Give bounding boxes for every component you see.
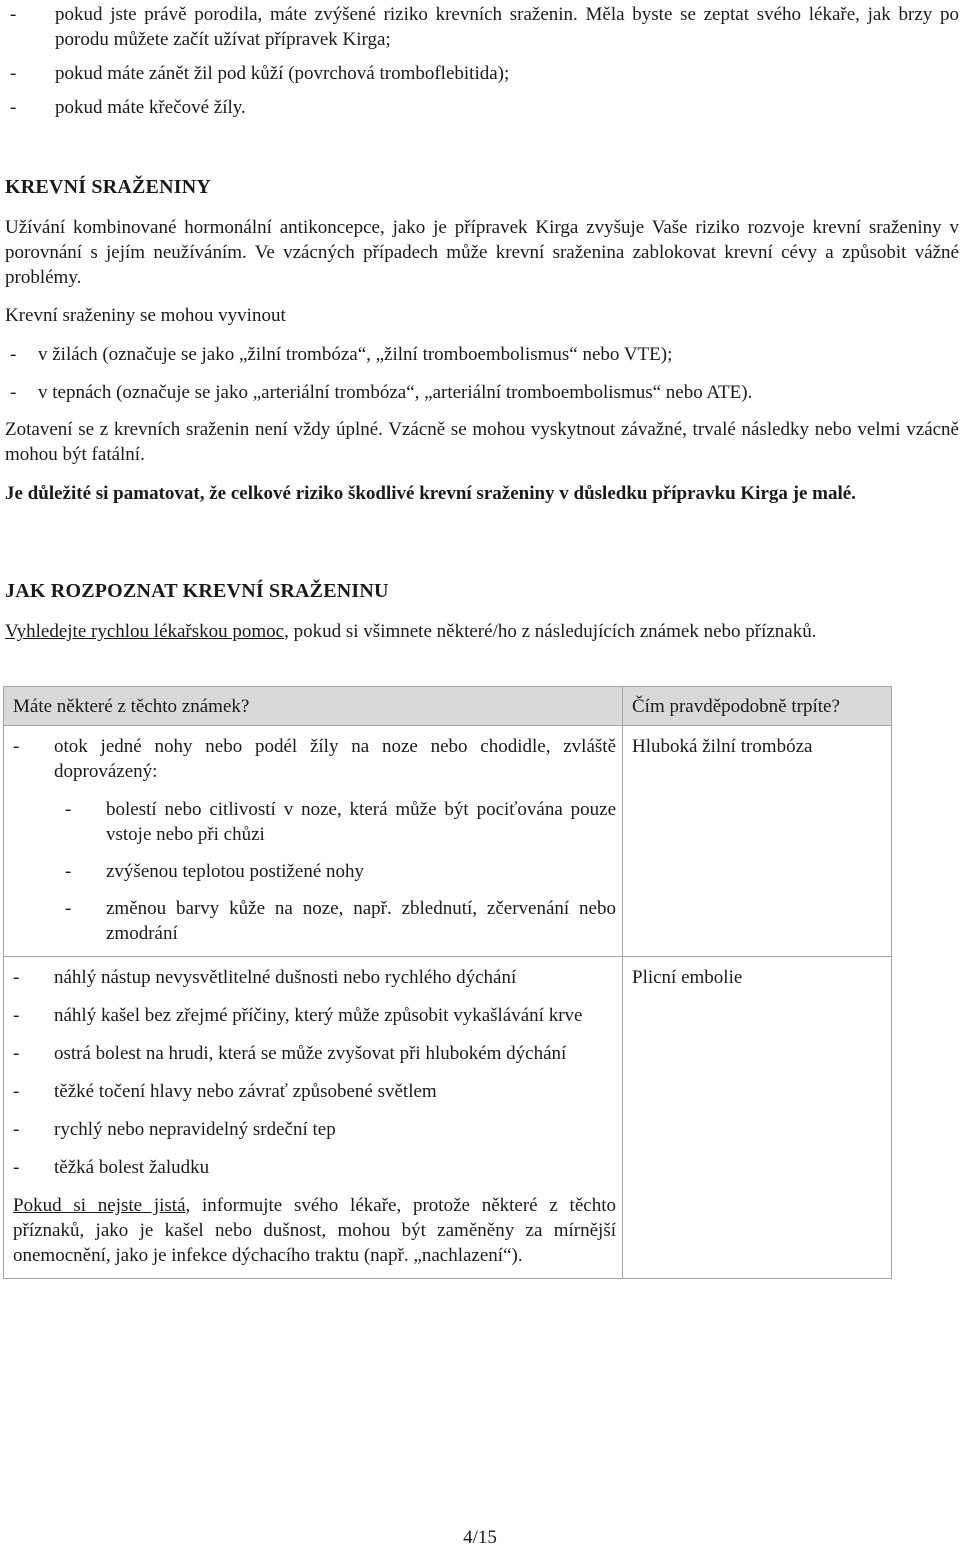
table-cell-diagnosis: Plicní embolie <box>623 957 892 1279</box>
table-row <box>4 957 892 1279</box>
paragraph-clots-develop: Krevní sraženiny se mohou vyvinout <box>5 305 286 326</box>
table-cell-signs <box>4 726 623 957</box>
symptom-item: - otok jedné nohy nebo podél žíly na noze nebo chodidle, zvláště doprovázený: <box>13 736 616 782</box>
table-cell-diagnosis: Hluboká žilní trombóza <box>623 726 892 957</box>
page-number: 4/15 <box>463 1527 497 1548</box>
symptom-item: - ostrá bolest na hrudi, která se může zvyšovat při hlubokém dýchání <box>13 1043 567 1064</box>
symptoms-table <box>3 686 892 1279</box>
paragraph-intro: Užívání kombinované hormonální antikoncepce, jako je přípravek Kirga zvyšuje Vaše riziko rozvoje krevní sraženiny v porovnání s jejím neužíváním. Ve vzácných případech může krevní sraženina zablokovat krevní cévy a způsobit vážné problémy. <box>5 217 959 288</box>
symptom-item: - těžká bolest žaludku <box>13 1157 210 1178</box>
list-item: - pokud jste právě porodila, máte zvýšené riziko krevních sraženin. Měla byste se zeptat svého lékaře, jak brzy po porodu můžete začít užívat přípravek Kirga; <box>10 4 959 50</box>
top-risk-list <box>5 2 959 120</box>
clot-types-list <box>5 342 959 405</box>
symptom-item: - náhlý kašel bez zřejmé příčiny, který může způsobit vykašlávání krve <box>13 1005 583 1026</box>
symptom-item: - rychlý nebo nepravidelný srdeční tep <box>13 1119 336 1140</box>
symptom-subitem: - zvýšenou teplotou postižené nohy <box>65 861 365 882</box>
list-item: - pokud máte křečové žíly. <box>10 97 246 118</box>
uncertainty-note-underlined: Pokud si nejste jistá <box>13 1195 186 1216</box>
list-item: - pokud máte zánět žil pod kůží (povrchová tromboflebitida); <box>10 63 510 84</box>
list-item: - v žilách (označuje se jako „žilní trombóza“, „žilní tromboembolismus“ nebo VTE); <box>10 344 673 365</box>
paragraph-seek-help: Vyhledejte rychlou lékařskou pomoc, pokud si všimnete některé/ho z následujících známek nebo příznaků. <box>5 621 817 642</box>
symptom-item: - náhlý nástup nevysvětlitelné dušnosti nebo rychlého dýchání <box>13 967 517 988</box>
section-heading-blood-clots: KREVNÍ SRAŽENINY <box>5 176 212 198</box>
paragraph-important-note: Je důležité si pamatovat, že celkové riziko škodlivé krevní sraženiny v důsledku přípravku Kirga je malé. <box>5 483 856 504</box>
symptom-item: - těžké točení hlavy nebo závrať způsobené světlem <box>13 1081 437 1102</box>
paragraph-recovery: Zotavení se z krevních sraženin není vždy úplné. Vzácně se mohou vyskytnout závažné, trvalé následky nebo velmi vzácně mohou být fatální. <box>5 419 959 465</box>
section-heading-recognize-clot: JAK ROZPOZNAT KREVNÍ SRAŽENINU <box>5 580 389 602</box>
list-item: - v tepnách (označuje se jako „arteriální trombóza“, „arteriální tromboembolismus“ nebo ATE). <box>10 382 753 403</box>
table-header-signs: Máte některé z těchto známek? <box>4 687 623 726</box>
table-header-row <box>4 687 892 726</box>
table-row <box>4 726 892 957</box>
symptom-subitem: - změnou barvy kůže na noze, např. zblednutí, zčervenání nebo zmodrání <box>65 898 616 944</box>
table-header-diagnosis: Čím pravděpodobně trpíte? <box>623 687 892 726</box>
table-cell-signs <box>4 957 623 1279</box>
uncertainty-note: Pokud si nejste jistá, informujte svého lékaře, protože některé z těchto příznaků, jako je kašel nebo dušnost, mohou být zaměněny za mírnější onemocnění, jako je infekce dýchacího traktu (např. „nachlazení“). <box>13 1195 616 1266</box>
symptom-subitem: - bolestí nebo citlivostí v noze, která může být pociťována pouze vstoje nebo při chůzi <box>65 799 616 845</box>
seek-help-underlined: Vyhledejte rychlou lékařskou pomoc <box>5 621 285 642</box>
